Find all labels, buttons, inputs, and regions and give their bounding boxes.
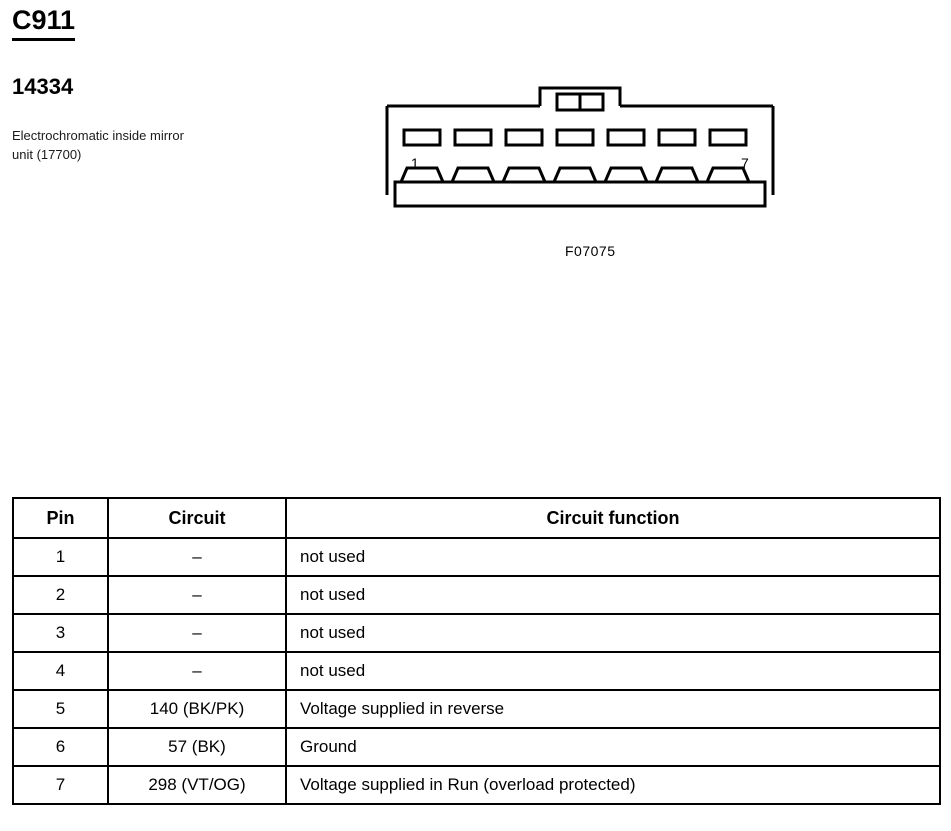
table-row [13, 614, 940, 652]
cell-circuit: – [108, 652, 286, 690]
cell-circuit: 57 (BK) [108, 728, 286, 766]
table-row [13, 652, 940, 690]
cell-function: not used [286, 538, 940, 576]
connector-drawing [375, 80, 795, 220]
cell-pin: 1 [13, 538, 108, 576]
cell-pin: 5 [13, 690, 108, 728]
terminal-humps [401, 168, 749, 182]
pin-number-label-first: 1 [411, 155, 419, 171]
table-row [13, 690, 940, 728]
cell-function: Voltage supplied in reverse [286, 690, 940, 728]
column-header-circuit: Circuit [108, 498, 286, 538]
cell-pin: 6 [13, 728, 108, 766]
cell-function: not used [286, 614, 940, 652]
cell-pin: 3 [13, 614, 108, 652]
cell-pin: 7 [13, 766, 108, 804]
table-row [13, 766, 940, 804]
cell-circuit: – [108, 576, 286, 614]
pin-number-label-last: 7 [741, 155, 749, 171]
pin-table [12, 497, 941, 805]
cell-circuit: 140 (BK/PK) [108, 690, 286, 728]
cell-function: Ground [286, 728, 940, 766]
cell-pin: 2 [13, 576, 108, 614]
column-header-pin: Pin [13, 498, 108, 538]
cell-circuit: – [108, 614, 286, 652]
connector-base-bar [395, 182, 765, 206]
table-row [13, 728, 940, 766]
cavity-windows [404, 130, 746, 145]
cell-function: Voltage supplied in Run (overload protected) [286, 766, 940, 804]
connector-figure-code: F07075 [565, 243, 616, 259]
column-header-circuit-function: Circuit function [286, 498, 940, 538]
connector-svg [375, 80, 795, 220]
table-header-row [13, 498, 940, 538]
part-number: 14334 [12, 74, 74, 99]
table-row [13, 576, 940, 614]
cell-pin: 4 [13, 652, 108, 690]
connector-id: C911 [12, 4, 75, 41]
cell-function: not used [286, 576, 940, 614]
connector-description: Electrochromatic inside mirror unit (17700) [12, 128, 184, 162]
cell-circuit: 298 (VT/OG) [108, 766, 286, 804]
cell-circuit: – [108, 538, 286, 576]
table-row [13, 538, 940, 576]
cell-function: not used [286, 652, 940, 690]
